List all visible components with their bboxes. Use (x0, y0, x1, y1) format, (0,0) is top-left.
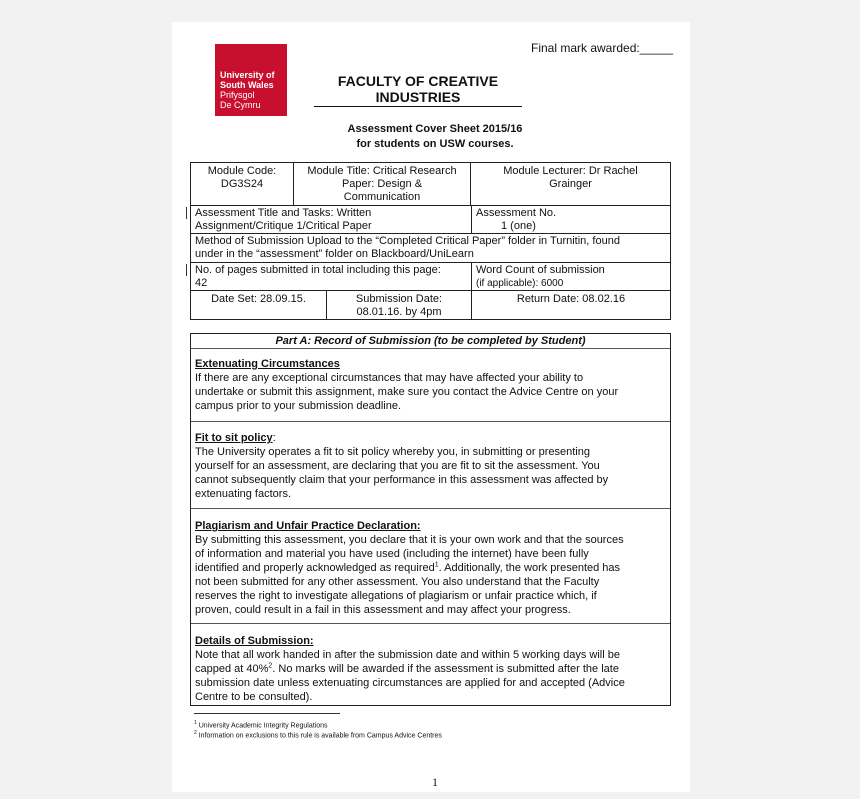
extenuating-line1: If there are any exceptional circumstances that may have affected your ability to (195, 372, 584, 384)
fit-line1: The University operates a fit to sit policy whereby you, in submitting or presenting (195, 446, 590, 458)
plagiarism-line5: reserves the right to investigate allegations of plagiarism or unfair practice which, if (195, 590, 597, 602)
submission-date-cell (326, 290, 472, 320)
extenuating-section (195, 357, 665, 413)
method-of-submission-cell (190, 233, 671, 263)
plagiarism-section (195, 519, 665, 617)
method-line2: under in the “assessment” folder on Blackboard/UniLearn (195, 248, 474, 260)
assessment-no-value: 1 (one) (501, 220, 536, 232)
assessment-no-cell (471, 205, 671, 234)
details-title: Details of Submission: (195, 635, 314, 647)
extenuating-line2: undertake or submit this assignment, make sure you contact the Advice Centre on your (195, 386, 619, 398)
cover-sheet-title (300, 122, 570, 152)
module-title-line3: Communication (343, 191, 421, 203)
word-count-cell (471, 262, 671, 291)
final-mark-field: Final mark awarded:_____ (531, 41, 674, 55)
footnote-1-number: 1 (194, 720, 197, 726)
footnote-2-text: Information on exclusions to this rule is available from Campus Advice Centres (198, 732, 442, 740)
module-code-label: Module Code: (207, 165, 277, 177)
module-code-value: DG3S24 (220, 178, 264, 190)
details-line3: submission date unless extenuating circumstances are applied for and accepted (Advice (195, 677, 625, 689)
fit-to-sit-section (195, 431, 665, 501)
pages-submitted-cell (190, 262, 472, 291)
module-title-line2: Paper: Design & (341, 178, 423, 190)
cover-title-line1: Assessment Cover Sheet 2015/16 (347, 123, 523, 135)
logo-text (220, 70, 275, 110)
assessment-title-line2: Assignment/Critique 1/Critical Paper (195, 220, 372, 232)
word-count-label: Word Count of submission (476, 264, 605, 276)
divider (191, 421, 670, 422)
change-bar (186, 207, 187, 219)
module-lecturer-line2: Grainger (549, 178, 592, 190)
fit-line4: extenuating factors. (195, 488, 292, 500)
page-number: 1 (432, 775, 438, 789)
footnote-2 (194, 728, 442, 741)
assessment-title-cell (190, 205, 472, 234)
submission-date-line2: 08.01.16. by 4pm (356, 306, 442, 318)
footnote-ref-1: 1 (434, 561, 439, 569)
logo-line3: Prifysgol (220, 90, 255, 100)
divider (191, 623, 670, 624)
change-bar (186, 264, 187, 276)
module-title-line1: Module Title: Critical Research (307, 165, 457, 177)
assessment-title-line1: Assessment Title and Tasks: Written (195, 207, 372, 219)
plagiarism-line3b: . Additionally, the work presented has (438, 562, 621, 574)
return-date-cell (471, 290, 671, 320)
return-date: Return Date: 08.02.16 (516, 293, 626, 305)
date-set: Date Set: 28.09.15. (211, 293, 306, 305)
plagiarism-line3a: identified and properly acknowledged as required (195, 562, 435, 574)
footnote-separator (194, 713, 340, 714)
module-lecturer-cell (470, 162, 671, 206)
details-line1: Note that all work handed in after the submission date and within 5 working days will be (195, 649, 620, 661)
fit-line3: cannot subsequently claim that your performance in this assessment was affected by (195, 474, 609, 486)
fit-colon: : (272, 432, 276, 444)
divider (191, 348, 670, 349)
extenuating-title: Extenuating Circumstances (195, 358, 340, 370)
part-a-heading: Part A: Record of Submission (to be completed by Student) (275, 335, 586, 347)
module-title-cell (293, 162, 471, 206)
divider (191, 508, 670, 509)
plagiarism-line1: By submitting this assessment, you declare that it is your own work and that the sources (195, 534, 624, 546)
fit-title: Fit to sit policy (195, 432, 273, 444)
pages-value: 42 (195, 277, 208, 289)
submission-date-line1: Submission Date: (355, 293, 443, 305)
module-code-cell (190, 162, 294, 206)
logo-line4: De Cymru (220, 100, 261, 110)
logo-line2: South Wales (220, 80, 274, 90)
details-line4: Centre to be consulted). (195, 691, 313, 703)
method-line1: Method of Submission Upload to the “Completed Critical Paper” folder in Turnitin, found (195, 235, 620, 247)
footnote-2-number: 2 (194, 730, 197, 736)
plagiarism-line2: of information and material you have used (including the internet) have been fully (195, 548, 589, 560)
faculty-underline (314, 106, 522, 107)
plagiarism-title: Plagiarism and Unfair Practice Declaration: (195, 520, 421, 532)
plagiarism-line6: proven, could result in a fail in this assessment and may affect your progress. (195, 604, 571, 616)
plagiarism-line4: not been submitted for any other assessment. You also understand that the Faculty (195, 576, 600, 588)
faculty-title (314, 73, 522, 105)
pages-label: No. of pages submitted in total including this page: (195, 264, 441, 276)
word-count-value: (if applicable): 6000 (476, 278, 564, 289)
assessment-no-label: Assessment No. (476, 207, 557, 219)
footnote-1-text: University Academic Integrity Regulations (198, 722, 328, 730)
cover-title-line2: for students on USW courses. (356, 138, 514, 150)
logo-line1: University of (220, 70, 275, 80)
details-line2b: . No marks will be awarded if the assessment is submitted after the late (272, 663, 619, 675)
details-section (195, 634, 665, 704)
details-line2a: capped at 40% (195, 663, 269, 675)
faculty-line1: FACULTY OF CREATIVE (337, 73, 499, 89)
extenuating-line3: campus prior to your submission deadline. (195, 400, 402, 412)
faculty-line2: INDUSTRIES (375, 89, 461, 105)
date-set-cell (190, 290, 327, 320)
module-lecturer-line1: Module Lecturer: Dr Rachel (503, 165, 638, 177)
fit-line2: yourself for an assessment, are declaring that you are fit to sit the assessment. You (195, 460, 600, 472)
footnote-ref-2: 2 (268, 662, 273, 670)
